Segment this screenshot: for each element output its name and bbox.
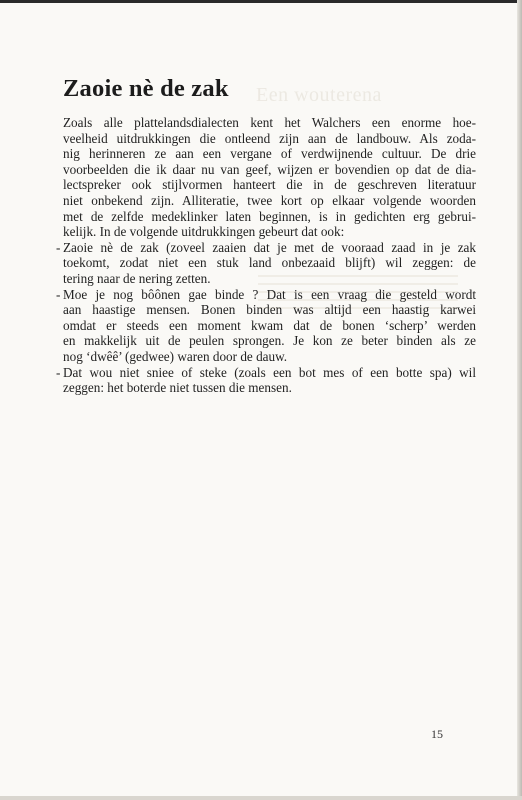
text-line: omdat er steeds een moment kwam dat de bonen ‘scherp’ werden [63,317,476,333]
text-line: niet onbekend zijn. Alliteratie, twee kort op elkaar volgende woorden [63,192,476,208]
text-line: tering naar de nering zetten. [63,270,211,286]
page-bottom-edge [0,796,522,800]
text-line: voorbeelden die ik daar nu van geef, wijzen er bovendien op dat de dia- [63,161,476,177]
list-item [56,239,476,287]
dash-bullet: - [56,239,61,255]
text-line: en makkelijk uit de peulen sprongen. Je kon ze beter binden als ze [63,333,476,349]
text-line: kelijk. In de volgende uitdrukkingen gebeurt dat ook: [63,224,345,240]
text-line: Zoals alle plattelandsdialecten kent het Walchers een enorme hoe- [63,115,476,130]
dash-bullet: - [56,286,61,302]
show-through-heading: Een wouterena [256,84,382,106]
list-item [56,364,476,396]
dash-bullet: - [56,364,61,380]
text-line: toekomt, zodat niet een stuk land onbezaaid blijft) wil zeggen: de [63,255,476,271]
text-line: Moe je nog bôônen gae binde ? Dat is een vraag die gesteld wordt [63,286,476,302]
list-item [56,286,476,365]
text-line: aan haastige mensen. Bonen binden was altijd een haastig karwei [63,302,476,318]
body-text [56,115,476,396]
text-line: nig herinneren ze aan een vergane of verdwijnende cultuur. De drie [63,146,476,162]
page-title: Zaoie nè de zak [63,75,229,102]
text-line: Zaoie nè de zak (zoveel zaaien dat je met de vooraad zaad in je zak [63,239,476,255]
page-top-edge [0,0,522,3]
text-line: nog ‘dwêê’ (gedwee) waren door de dauw. [63,348,288,364]
page-right-edge [517,0,522,800]
intro-paragraph [63,115,476,240]
text-line: lectspreker ook stijlvormen hanteert die in de geschreven literatuur [63,177,476,193]
text-line: veelheid uitdrukkingen die ontleend zijn aan de landbouw. Als zoda- [63,130,476,146]
text-line: zeggen: het boterde niet tussen die mensen. [63,380,292,396]
page-number: 15 [431,727,443,741]
text-line: Dat wou niet sniee of steke (zoals een bot mes of een botte spa) wil [63,364,476,380]
text-line: met de zelfde medeklinker laten beginnen, is in gedichten erg gebrui- [63,208,476,224]
